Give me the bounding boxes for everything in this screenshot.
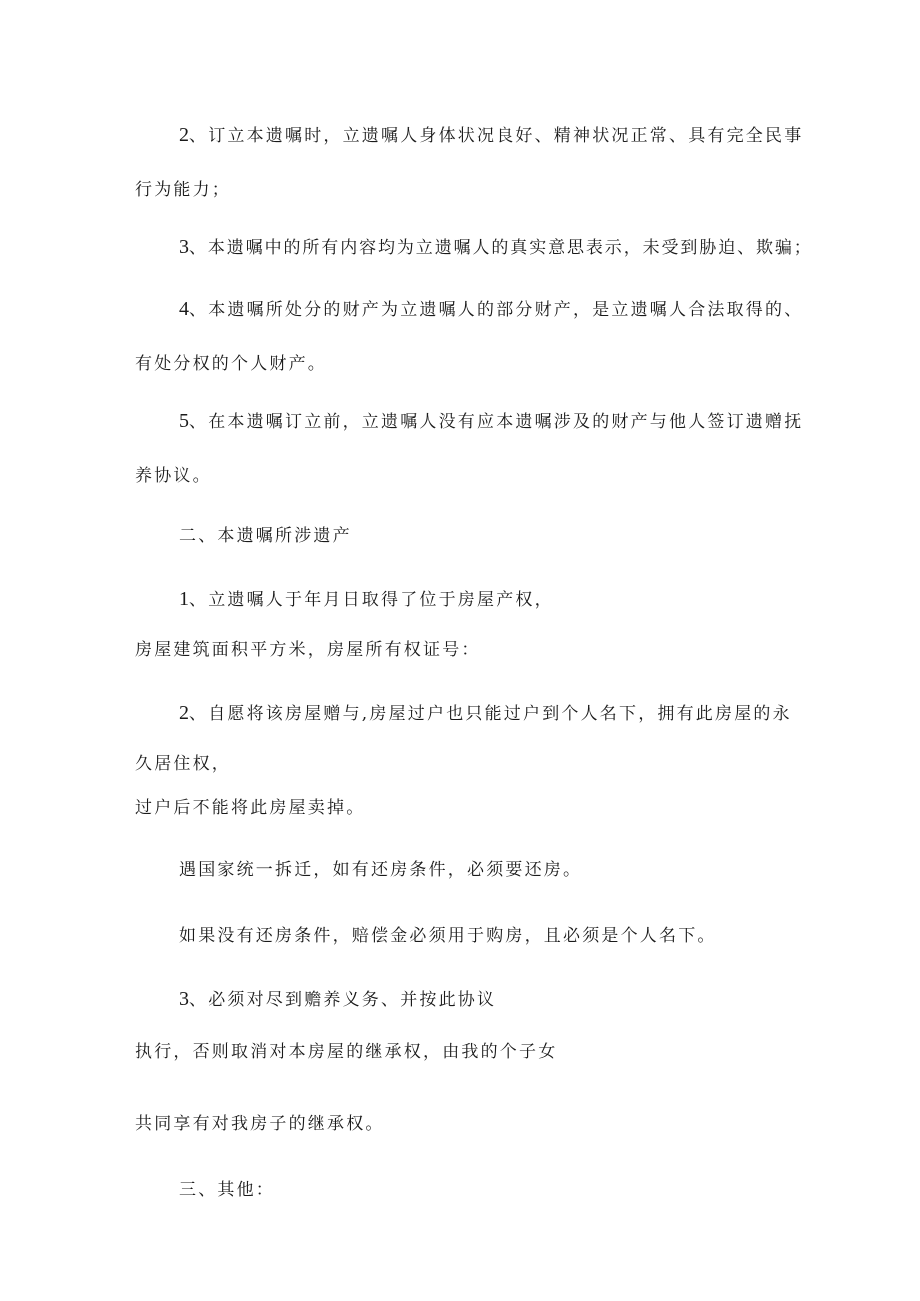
text-line: 房屋建筑面积平方米，房屋所有权证号：: [135, 640, 481, 660]
text-line: 有处分权的个人财产。: [135, 354, 327, 374]
text-line: 过户后不能将此房屋卖掉。: [135, 798, 366, 818]
text-line: 共同享有对我房子的继承权。: [135, 1114, 385, 1134]
text-line: 5、在本遗嘱订立前，立遗嘱人没有应本遗嘱涉及的财产与他人签订遗赠抚: [179, 410, 804, 432]
text-line: 3、本遗嘱中的所有内容均为立遗嘱人的真实意思表示，未受到胁迫、欺骗；: [179, 236, 813, 258]
text-line: 执行，否则取消对本房屋的继承权，由我的个子女: [135, 1042, 558, 1062]
text-line: 3、必须对尽到赡养义务、并按此协议: [179, 988, 497, 1010]
section-heading: 二、本遗嘱所涉遗产: [179, 526, 352, 546]
text-line: 久居住权，: [135, 754, 231, 774]
text-line: 如果没有还房条件，赔偿金必须用于购房，且必须是个人名下。: [179, 926, 717, 946]
text-line: 2、自愿将该房屋赠与,房屋过户也只能过户到个人名下，拥有此房屋的永: [179, 702, 792, 724]
text-line: 遇国家统一拆迁，如有还房条件，必须要还房。: [179, 860, 583, 880]
section-heading: 三、其他：: [179, 1180, 275, 1200]
text-line: 养协议。: [135, 466, 212, 486]
text-line: 2、订立本遗嘱时，立遗嘱人身体状况良好、精神状况正常、具有完全民事: [179, 124, 804, 146]
text-line: 4、本遗嘱所处分的财产为立遗嘱人的部分财产，是立遗嘱人合法取得的、: [179, 298, 804, 320]
text-line: 行为能力；: [135, 180, 231, 200]
text-line: 1、立遗嘱人于年月日取得了位于房屋产权，: [179, 588, 554, 610]
